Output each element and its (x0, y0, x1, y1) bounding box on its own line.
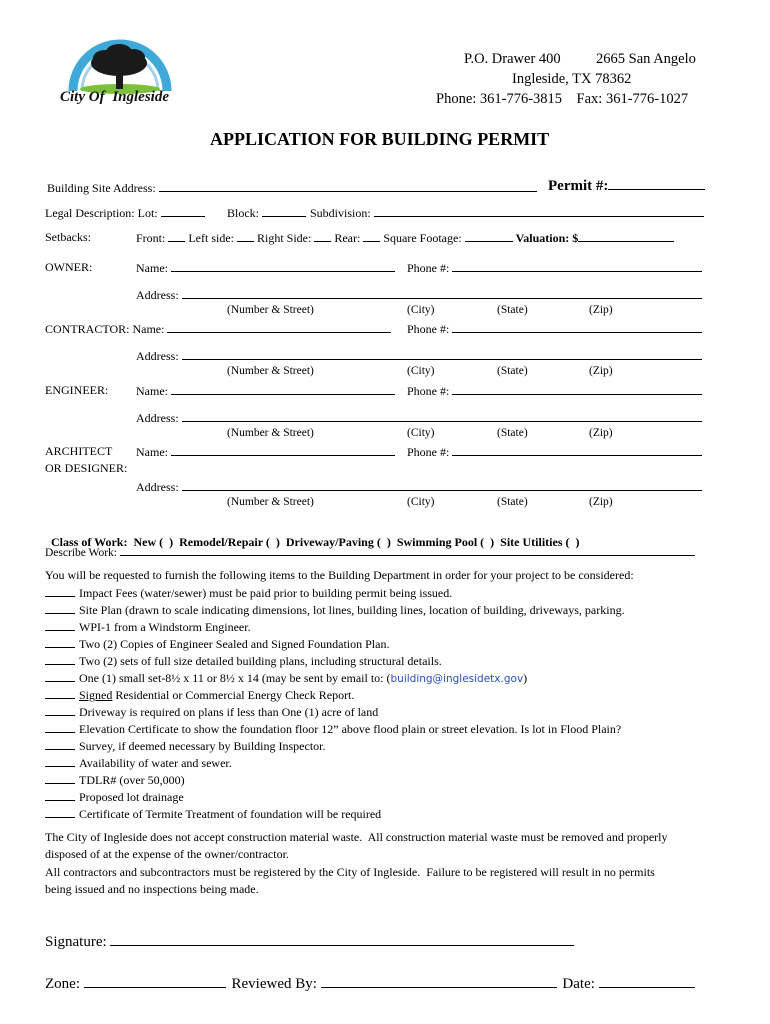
left-side-field[interactable] (237, 230, 254, 242)
engineer-address-label: Address: (136, 411, 179, 425)
date-field[interactable] (599, 974, 695, 988)
setbacks-label: Setbacks: (45, 230, 91, 244)
signature-field[interactable] (110, 932, 574, 946)
owner-city-hint: (City) (407, 304, 435, 316)
contractor-phone-field[interactable] (452, 321, 702, 333)
notice-registration-line2: being issued and no inspections being made. (45, 882, 259, 896)
req-foundation-plan: Two (2) Copies of Engineer Sealed and Signed Foundation Plan. (79, 637, 390, 651)
contractor-city-hint: (City) (407, 365, 435, 377)
req-check-tdlr[interactable] (45, 772, 75, 784)
owner-phone-field[interactable] (452, 260, 702, 272)
owner-number-street-hint: (Number & Street) (227, 304, 314, 316)
req-check-wpi1[interactable] (45, 619, 75, 631)
architect-phone-label: Phone #: (407, 445, 450, 459)
req-small-set: One (1) small set-8½ x 11 or 8½ x 14 (may be sent by email to: ( (79, 671, 391, 685)
req-check-water-sewer[interactable] (45, 755, 75, 767)
contractor-address-field[interactable] (182, 348, 702, 360)
req-check-driveway[interactable] (45, 704, 75, 716)
engineer-state-hint: (State) (497, 427, 528, 439)
owner-state-hint: (State) (497, 304, 528, 316)
req-small-set-close: ) (523, 671, 528, 685)
block-field[interactable] (262, 205, 306, 217)
req-check-survey[interactable] (45, 738, 75, 750)
contractor-name-label: Name: (132, 322, 165, 336)
right-side-label: Right Side: (257, 231, 312, 245)
date-label: Date: (562, 976, 595, 992)
email-link[interactable]: building@inglesidetx.gov (390, 673, 524, 685)
block-label: Block: (227, 206, 259, 220)
owner-phone-label: Phone #: (407, 261, 450, 275)
req-water-sewer: Availability of water and sewer. (79, 756, 232, 770)
req-wpi1: WPI-1 from a Windstorm Engineer. (79, 620, 251, 634)
architect-name-field[interactable] (171, 444, 395, 456)
notice-registration-line1: All contractors and subcontractors must be registered by the City of Ingleside. Failure to be registered will result in no permits (45, 865, 655, 879)
describe-work-field[interactable] (120, 544, 695, 556)
reviewed-by-field[interactable] (321, 974, 557, 988)
engineer-name-label: Name: (136, 384, 168, 398)
owner-name-field[interactable] (171, 260, 395, 272)
valuation-field[interactable] (578, 230, 674, 242)
req-check-impact-fees[interactable] (45, 585, 75, 597)
requirements-intro: You will be requested to furnish the following items to the Building Department in order for your project to be considered: (45, 568, 634, 582)
rear-field[interactable] (363, 230, 380, 242)
owner-address-field[interactable] (182, 287, 702, 299)
architect-name-label: Name: (136, 445, 168, 459)
site-address-label: Building Site Address: (47, 181, 156, 195)
req-tdlr: TDLR# (over 50,000) (79, 773, 185, 787)
req-check-termite[interactable] (45, 806, 75, 818)
contractor-name-field[interactable] (167, 321, 391, 333)
architect-label: ARCHITECT (45, 444, 113, 458)
req-drainage: Proposed lot drainage (79, 790, 184, 804)
engineer-number-street-hint: (Number & Street) (227, 427, 314, 439)
left-side-label: Left side: (188, 231, 234, 245)
contractor-state-hint: (State) (497, 365, 528, 377)
req-signed: Signed (79, 688, 113, 702)
owner-zip-hint: (Zip) (589, 304, 613, 316)
class-of-work-label: Class of Work: (51, 535, 128, 549)
subdivision-label: Subdivision: (310, 206, 371, 220)
req-check-building-plans[interactable] (45, 653, 75, 665)
architect-state-hint: (State) (497, 496, 528, 508)
engineer-phone-field[interactable] (452, 383, 702, 395)
signature-label: Signature: (45, 934, 107, 950)
right-side-field[interactable] (314, 230, 331, 242)
class-of-work-options[interactable]: New ( ) Remodel/Repair ( ) Driveway/Paving ( ) Swimming Pool ( ) Site Utilities ( ) (133, 535, 580, 549)
address-city: Ingleside, TX 78362 (512, 71, 632, 87)
req-survey: Survey, if deemed necessary by Building Inspector. (79, 739, 326, 753)
square-footage-field[interactable] (465, 230, 513, 242)
architect-address-label: Address: (136, 480, 179, 494)
logo-text-city-of: City Of (60, 89, 105, 105)
engineer-phone-label: Phone #: (407, 384, 450, 398)
owner-name-label: Name: (136, 261, 168, 275)
req-termite: Certificate of Termite Treatment of foundation will be required (79, 807, 382, 821)
req-site-plan: Site Plan (drawn to scale indicating dimensions, lot lines, building lines, location of building, driveways, parking. (79, 603, 625, 617)
zone-field[interactable] (84, 974, 226, 988)
engineer-zip-hint: (Zip) (589, 427, 613, 439)
contractor-number-street-hint: (Number & Street) (227, 365, 314, 377)
notice-waste-line2: disposed of at the expense of the owner/contractor. (45, 847, 289, 861)
req-driveway: Driveway is required on plans if less than One (1) acre of land (79, 705, 379, 719)
subdivision-field[interactable] (374, 205, 704, 217)
engineer-label: ENGINEER: (45, 383, 109, 397)
req-check-elevation[interactable] (45, 721, 75, 733)
valuation-label: Valuation: $ (515, 231, 579, 245)
zone-label: Zone: (45, 976, 80, 992)
designer-label: OR DESIGNER: (45, 461, 128, 475)
page-title: APPLICATION FOR BUILDING PERMIT (210, 129, 550, 149)
owner-label: OWNER: (45, 260, 93, 274)
contractor-zip-hint: (Zip) (589, 365, 613, 377)
req-check-drainage[interactable] (45, 789, 75, 801)
req-check-small-set[interactable] (45, 670, 75, 682)
address-phone-fax: Phone: 361-776-3815 Fax: 361-776-1027 (436, 91, 689, 107)
req-elevation: Elevation Certificate to show the foundation floor 12” above flood plain or street elevation. Is lot in Flood Plain? (79, 722, 622, 736)
req-building-plans: Two (2) sets of full size detailed building plans, including structural details. (79, 654, 442, 668)
contractor-label: CONTRACTOR: (45, 322, 130, 336)
req-impact-fees: Impact Fees (water/sewer) must be paid prior to building permit being issued. (79, 586, 453, 600)
reviewed-by-label: Reviewed By: (231, 976, 317, 992)
front-field[interactable] (168, 230, 185, 242)
contractor-address-label: Address: (136, 349, 179, 363)
rear-label: Rear: (334, 231, 361, 245)
legal-lot-label: Legal Description: Lot: (45, 206, 158, 220)
engineer-name-field[interactable] (171, 383, 395, 395)
architect-address-field[interactable] (182, 479, 702, 491)
engineer-address-field[interactable] (182, 410, 702, 422)
req-check-energy-report[interactable] (45, 687, 75, 699)
engineer-city-hint: (City) (407, 427, 435, 439)
permit-field[interactable] (608, 176, 705, 190)
describe-work-label: Describe Work: (45, 547, 117, 559)
notice-waste-line1: The City of Ingleside does not accept construction material waste. All construction material waste must be removed and properly (45, 830, 668, 844)
architect-phone-field[interactable] (452, 444, 702, 456)
architect-number-street-hint: (Number & Street) (227, 496, 314, 508)
address-street: 2665 San Angelo (596, 51, 696, 67)
contractor-phone-label: Phone #: (407, 322, 450, 336)
site-address-field[interactable] (159, 180, 537, 192)
lot-field[interactable] (161, 205, 205, 217)
logo-text-ingleside: Ingleside (112, 89, 169, 105)
req-check-site-plan[interactable] (45, 602, 75, 614)
square-footage-label: Square Footage: (383, 231, 462, 245)
req-check-foundation-plan[interactable] (45, 636, 75, 648)
owner-address-label: Address: (136, 288, 179, 302)
req-energy-report: Residential or Commercial Energy Check Report. (112, 688, 355, 702)
front-label: Front: (136, 231, 166, 245)
permit-label: Permit #: (548, 178, 609, 194)
architect-zip-hint: (Zip) (589, 496, 613, 508)
city-logo (55, 33, 185, 113)
address-po-box: P.O. Drawer 400 (464, 51, 561, 67)
architect-city-hint: (City) (407, 496, 435, 508)
